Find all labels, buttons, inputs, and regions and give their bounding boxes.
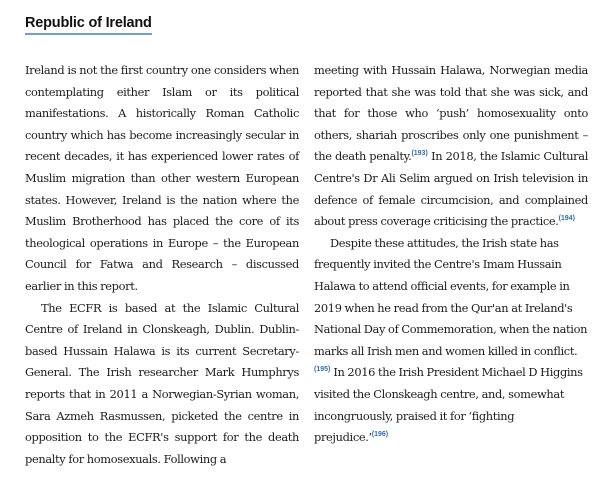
- text-segment: In 2018, the Islamic Cultural Centre's Dr Ali Selim argued on Irish television in defence of female circumcision, and complained about press coverage criticising the practice.: [314, 149, 589, 229]
- text-segment: In 2016 the Irish President Michael D Higgins visited the Clonskeagh centre, and, somewhat incongruously, praised it for ‘fighting prejudice.’: [314, 365, 583, 445]
- footnote-ref-195[interactable]: (195): [314, 366, 331, 374]
- text-segment: meeting with Hussain Halawa, Norwegian media reported that she was told that she was sick, and that for those who ‘push’ homosexuality onto others, shariah proscribes only one punishment – the death penalty.: [314, 63, 588, 164]
- left-column: [25, 60, 299, 470]
- paragraph-halawa-meeting: [314, 60, 588, 233]
- paragraph-irish-state: [314, 233, 588, 449]
- text-segment: Despite these attitudes, the Irish state has frequently invited the Centre's Imam Hussain Halawa to attend official events, for example in 2019 when he read from the Qur'an at Ireland's National Day of Commemoration, when the nation marks all Irish men and women killed in conflict.: [314, 235, 588, 358]
- section-heading: Republic of Ireland: [25, 14, 152, 35]
- paragraph-intro: Ireland is not the first country one considers when contemplating either Islam or its political manifestations. A historically Roman Catholic country which has become increasingly secular in recent decades, it has experienced lower rates of Muslim migration than other western European states. However, Ireland is the nation where the Muslim Brotherhood has placed the core of its theological operations in Europe – the European Council for Fatwa and Research – discussed earlier in this report.: [25, 63, 299, 293]
- footnote-ref-193[interactable]: (193): [411, 150, 428, 158]
- paragraph-ecfr: The ECFR is based at the Islamic Cultural Centre of Ireland in Clonskeagh, Dublin. Dublin-based Hussain Halawa is its current Secretary-General. The Irish researcher Mark Humphrys reports that in 2011 a Norwegian-Syrian woman, Sara Azmeh Rasmussen, picketed the centre in opposition to the ECFR's support for the death penalty for homosexuals. Following a: [25, 300, 299, 466]
- right-column: [314, 60, 588, 449]
- footnote-ref-196[interactable]: (196): [371, 431, 389, 439]
- footnote-ref-194[interactable]: (194): [558, 215, 575, 223]
